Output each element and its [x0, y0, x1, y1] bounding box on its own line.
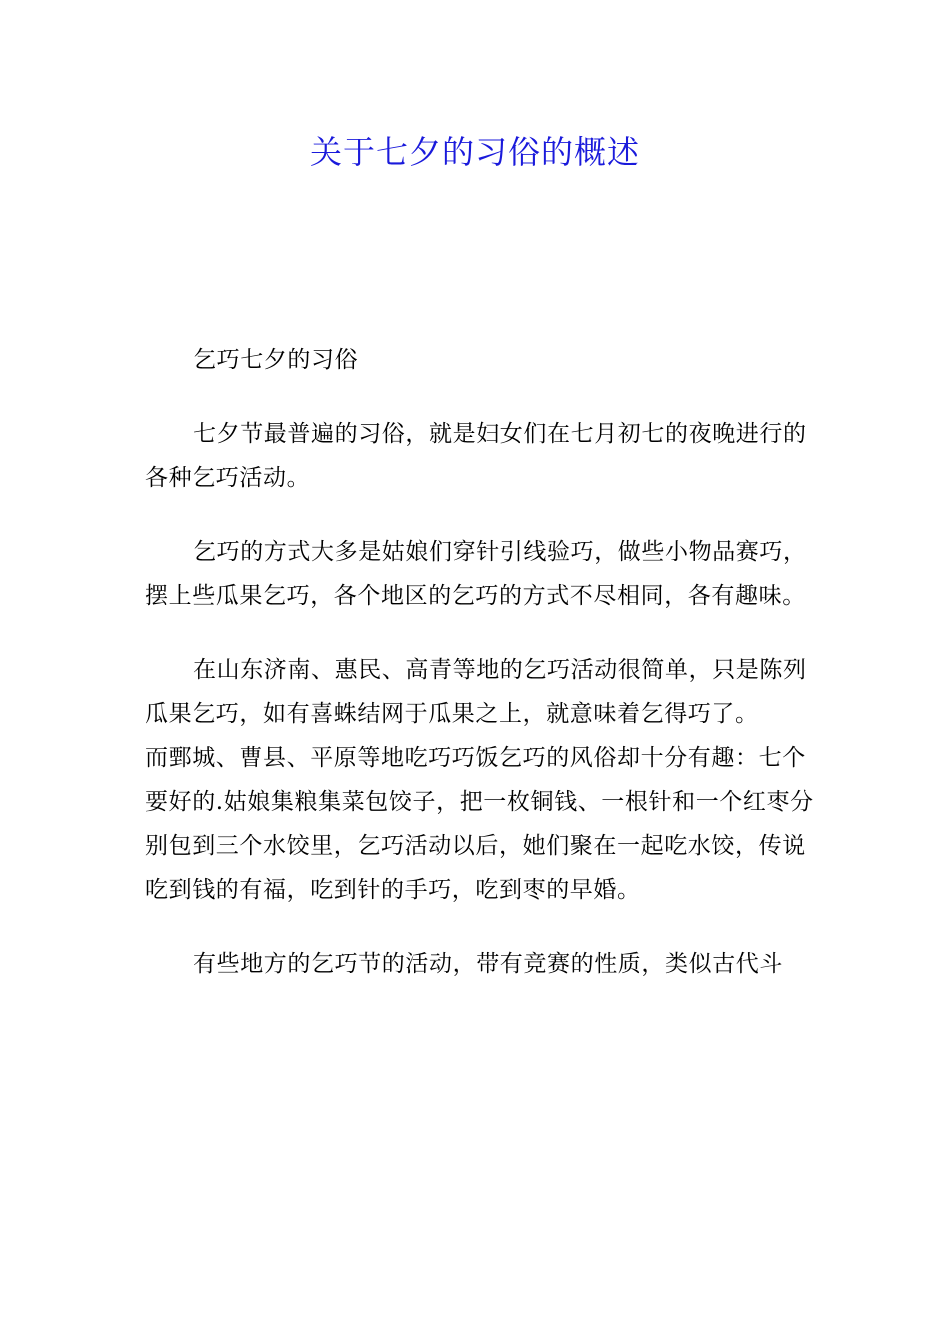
- paragraph: 七夕节最普遍的习俗，就是妇女们在七月初七的夜晚进行的各种乞巧活动。: [145, 421, 807, 491]
- document-title: 关于七夕的习俗的概述: [309, 133, 640, 171]
- paragraph: 有些地方的乞巧节的活动，带有竞赛的性质，类似古代斗: [193, 951, 783, 977]
- paragraph: 在山东济南、惠民、高青等地的乞巧活动很简单，只是陈列瓜果乞巧，如有喜蛛结网于瓜果之上，就意味着乞得巧了。: [145, 657, 807, 727]
- paragraph-heading: 乞巧七夕的习俗: [193, 347, 359, 373]
- paragraph: 而鄄城、曹县、平原等地吃巧巧饭乞巧的风俗却十分有趣：七个要好的.姑娘集粮集菜包饺子，把一枚铜钱、一根针和一个红枣分别包到三个水饺里，乞巧活动以后，她们聚在一起吃水饺，传说吃到钱的有福，吃到针的手巧，吃到枣的早婚。: [145, 745, 814, 903]
- document-body: [145, 338, 825, 1016]
- paragraph: 乞巧的方式大多是姑娘们穿针引线验巧，做些小物品赛巧，摆上些瓜果乞巧，各个地区的乞巧的方式不尽相同，各有趣味。: [145, 539, 807, 609]
